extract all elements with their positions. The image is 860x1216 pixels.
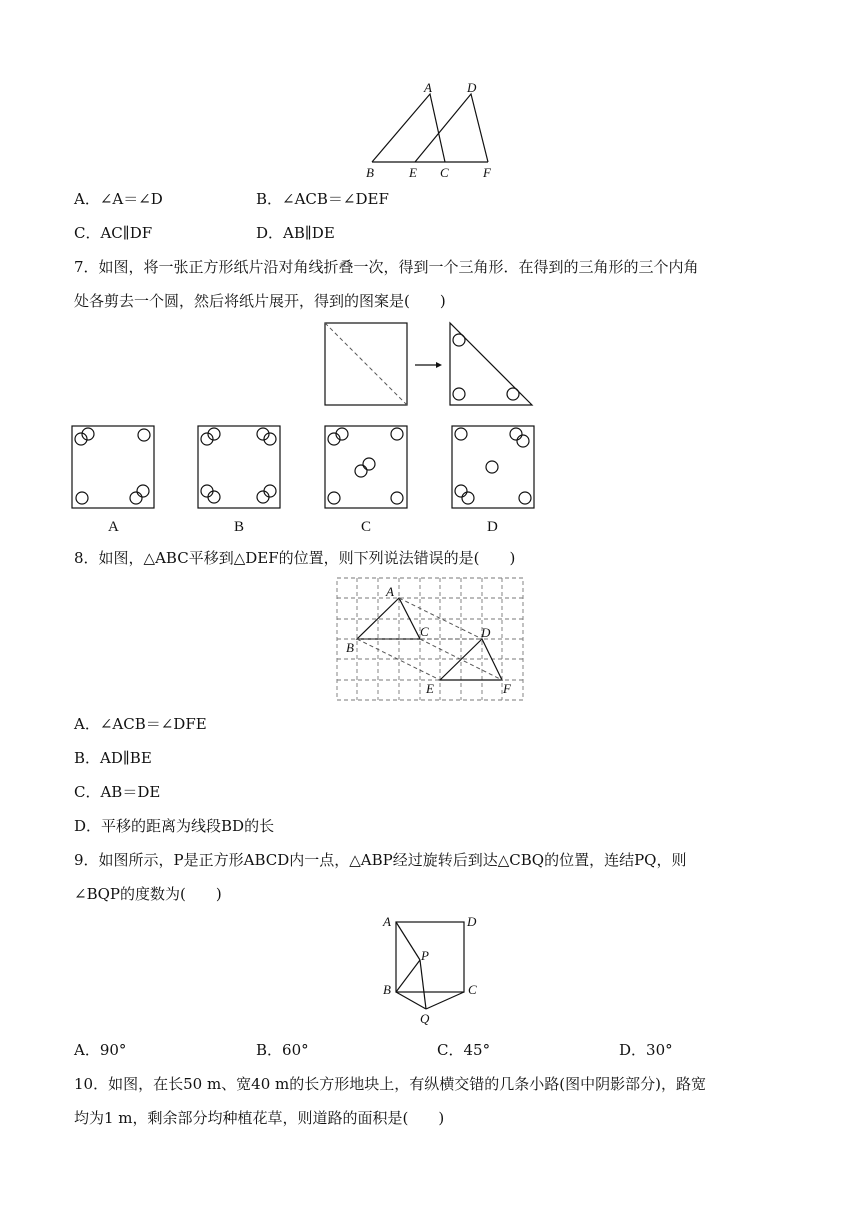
q9-option-a: A．90° — [74, 1041, 127, 1059]
q10-stem-line2: 均为1 m，剩余部分均种植花草，则道路的面积是( ) — [74, 1109, 445, 1127]
figure-q7-fold — [320, 318, 540, 410]
q8-label-e: E — [426, 681, 434, 696]
label-b: B — [366, 165, 374, 180]
q7-option-a-figure — [72, 426, 154, 508]
q9-option-b: B．60° — [256, 1041, 309, 1059]
q8-stem: 8．如图，△ABC平移到△DEF的位置，则下列说法错误的是( ) — [74, 549, 516, 567]
q9-label-c: C — [468, 982, 477, 997]
label-f: F — [483, 165, 491, 180]
q9-stem-line2: ∠BQP的度数为( ) — [74, 885, 222, 903]
q7-label-a: A — [108, 519, 119, 535]
label-c: C — [440, 165, 449, 180]
label-e: E — [409, 165, 417, 180]
q7-option-d-figure — [452, 426, 534, 508]
q6-option-a: A．∠A＝∠D — [74, 190, 163, 208]
q9-option-d: D．30° — [619, 1041, 673, 1059]
q7-label-c: C — [361, 519, 372, 535]
q9-label-q: Q — [420, 1011, 430, 1026]
q9-stem-line1: 9．如图所示，P是正方形ABCD内一点，△ABP经过旋转后到达△CBQ的位置，连结PQ，则 — [74, 851, 687, 869]
q6-option-b: B．∠ACB＝∠DEF — [256, 190, 389, 208]
q8-option-d: D．平移的距离为线段BD的长 — [74, 817, 275, 835]
q7-stem-line1: 7．如图，将一张正方形纸片沿对角线折叠一次，得到一个三角形．在得到的三角形的三个内角 — [74, 258, 699, 276]
q9-option-c: C．45° — [437, 1041, 491, 1059]
figure-q8-grid — [335, 576, 525, 702]
q8-label-c: C — [420, 624, 429, 639]
q8-option-c: C．AB＝DE — [74, 783, 161, 801]
label-a: A — [424, 80, 432, 95]
q8-option-b: B．AD∥BE — [74, 749, 152, 767]
q9-label-p: P — [421, 948, 429, 963]
figure-q7-options — [66, 420, 546, 540]
q7-option-b-figure — [198, 426, 280, 508]
q8-label-d: D — [481, 625, 491, 640]
q8-option-a: A．∠ACB＝∠DFE — [74, 715, 207, 733]
q9-label-a: A — [383, 914, 391, 929]
q9-label-d: D — [467, 914, 477, 929]
q7-label-d: D — [487, 519, 498, 535]
q8-label-b: B — [346, 640, 354, 655]
q6-option-c: C．AC∥DF — [74, 224, 153, 242]
figure-q9-square — [378, 910, 488, 1026]
q9-label-b: B — [383, 982, 391, 997]
q7-label-b: B — [234, 519, 245, 535]
q6-option-d: D．AB∥DE — [256, 224, 335, 242]
q10-stem-line1: 10．如图，在长50 m、宽40 m的长方形地块上，有纵横交错的几条小路(图中阴影部分)，路宽 — [74, 1075, 706, 1093]
figure-q6-triangles — [360, 80, 510, 180]
q8-label-a: A — [386, 584, 394, 599]
label-d: D — [467, 80, 477, 95]
q8-label-f: F — [503, 681, 511, 696]
q7-stem-line2: 处各剪去一个圆，然后将纸片展开，得到的图案是( ) — [74, 292, 446, 310]
q7-option-c-figure — [325, 426, 407, 508]
